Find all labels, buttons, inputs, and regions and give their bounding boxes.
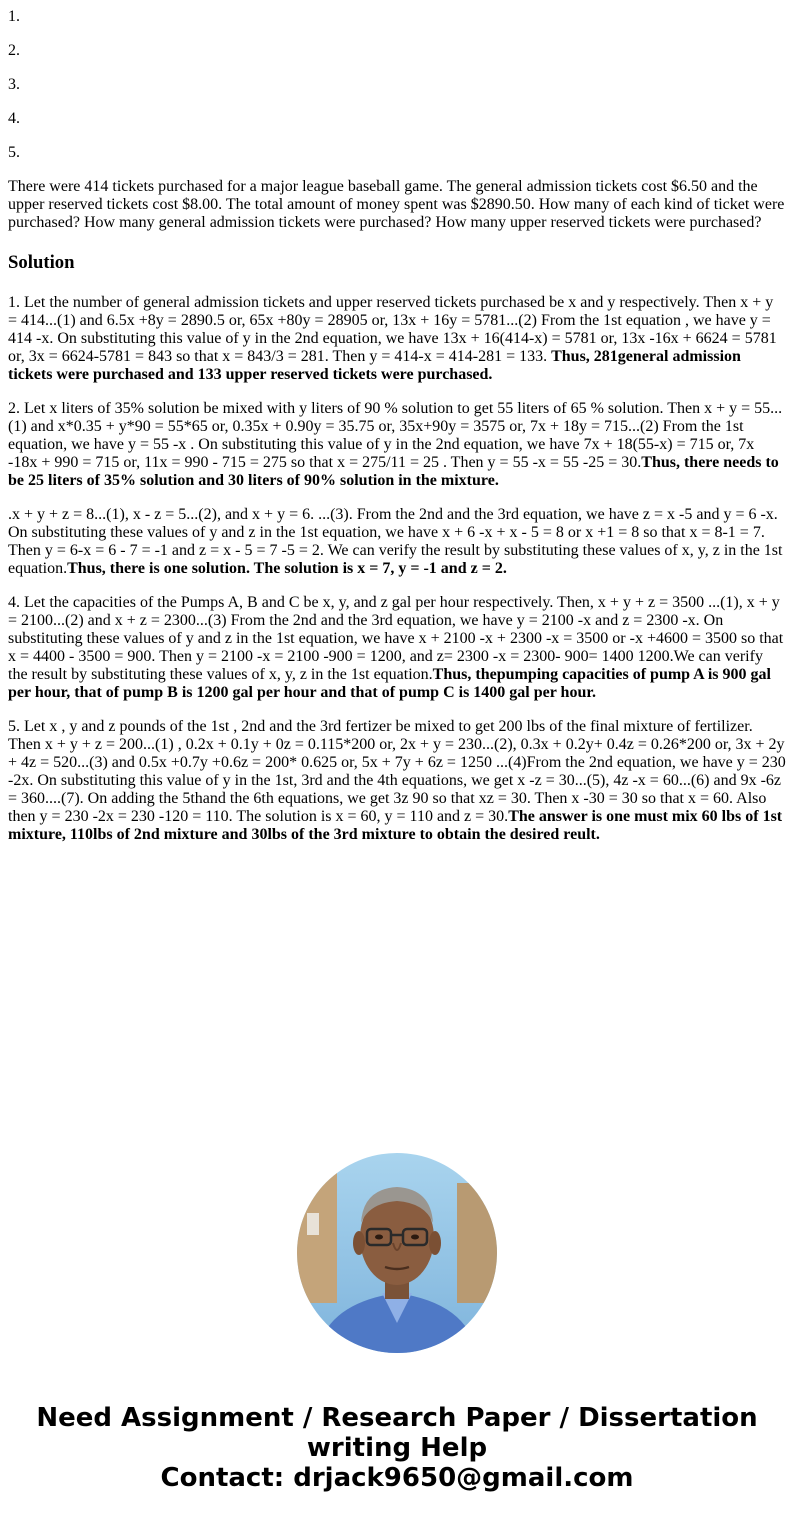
answer-text: 2. Let x liters of 35% solution be mixed with y liters of 90 % solution to get 55 liters of 65 % solution. Then x + y = 55...(1) and x*0.35 + y*90 = 55*65 or, 0.35x + 0.90y = 35.75 or, 35x+90y = 3575 or, 7x + 18y = 715...(2) From the 1st equation, we have y = 55 -x . On substituting this value of y in the 2nd equation, we have 7x + 18(55-x) = 715 or, 7x -18x + 990 = 715 or, 11x = 990 - 715 = 275 so that x = 275/11 = 25 . Then y = 55 -x = 55 -25 = 30. xyxy=(8,400,783,471)
list-number: 1. xyxy=(8,8,20,25)
answer-conclusion: The answer is one must mix 60 lbs of 1st mixture, 110lbs of 2nd mixture and 30lbs of the 3rd mixture to obtain the desired reult. xyxy=(8,808,783,843)
question-text: There were 414 tickets purchased for a major league baseball game. The general admission tickets cost $6.50 and the upper reserved tickets cost $8.00. The total amount of money spent was $2890.50. How many of each kind of ticket were purchased? How many general admission tickets were purchased? How many upper reserved tickets were purchased? xyxy=(8,178,785,231)
list-number: 5. xyxy=(8,144,20,161)
author-photo xyxy=(297,1153,497,1353)
answer-text: 4. Let the capacities of the Pumps A, B and C be x, y, and z gal per hour respectively. Then, x + y + z = 3500 ...(1), x + y = 2100...(2) and x + z = 2300...(3) From the 2nd and the 3rd equation, we have y = 2100 -x and z = 2300 -x. On substituting these values of y and z in the 1st equation, we have x + 2100 -x + 2300 -x = 3500 or -x +4600 = 3500 so that x = 4400 - 3500 = 900. Then y = 2100 -x = 2100 -900 = 1200, and z= 2300 -x = 2300- 900= 1400 1200.We can verify the result by substituting these values of x, y, z in the 1st equation. xyxy=(8,594,784,683)
answer-conclusion: Thus, there needs to be 25 liters of 35% solution and 30 liters of 90% solution in the mixture. xyxy=(8,454,779,489)
answer-paragraph xyxy=(8,718,786,844)
answer-paragraph xyxy=(8,506,786,578)
answer-paragraph xyxy=(8,294,786,384)
footer-line: Need Assignment / Research Paper / Dissertation xyxy=(36,1403,758,1433)
footer-advert xyxy=(0,1403,794,1493)
answer-conclusion: Thus, there is one solution. The solution is x = 7, y = -1 and z = 2. xyxy=(67,560,507,577)
footer-contact: Contact: drjack9650@gmail.com xyxy=(160,1463,634,1493)
list-number: 4. xyxy=(8,110,20,127)
answer-paragraph xyxy=(8,400,786,490)
answer-paragraph xyxy=(8,594,786,702)
answer-text: 5. Let x , y and z pounds of the 1st , 2nd and the 3rd fertizer be mixed to get 200 lbs of the final mixture of fertilizer. Then x + y + z = 200...(1) , 0.2x + 0.1y + 0z = 0.115*200 or, 2x + y = 230...(2), 0.3x + 0.2y+ 0.4z = 0.26*200 or, 3x + 2y + 4z = 520...(3) and 0.5x +0.7y +0.6z = 200* 0.625 or, 5x + 7y + 6z = 1250 ...(4)From the 2nd equation, we have y = 230 -2x. On substituting this value of y in the 1st, 3rd and the 4th equations, we get x -z = 30...(5), 4z -x = 60...(6) and 9x -6z = 360....(7). On adding the 5thand the 6th equations, we get 3z 90 so that xz = 30. Then x -30 = 30 so that x = 60. Also then y = 230 -2x = 230 -120 = 110. The solution is x = 60, y = 110 and z = 30. xyxy=(8,718,786,825)
answer-conclusion: Thus, 281general admission tickets were purchased and 133 upper reserved tickets were purchased. xyxy=(8,348,741,383)
document-body xyxy=(8,0,786,860)
footer-line: writing Help xyxy=(306,1433,488,1463)
answer-conclusion: Thus, thepumping capacities of pump A is 900 gal per hour, that of pump B is 1200 gal per hour and that of pump C is 1400 gal per hour. xyxy=(8,666,771,701)
list-number: 3. xyxy=(8,76,20,93)
list-number: 2. xyxy=(8,42,20,59)
solution-heading: Solution xyxy=(8,252,75,273)
answer-text: 1. Let the number of general admission tickets and upper reserved tickets purchased be x and y respectively. Then x + y = 414...(1) and 6.5x +8y = 2890.5 or, 65x +80y = 28905 or, 13x + 16y = 5781...(2) From the 1st equation , we have y = 414 -x. On substituting this value of y in the 2nd equation, we have 13x + 16(414-x) = 5781 or, 13x -16x + 6624 = 5781 or, 3x = 6624-5781 = 843 so that x = 843/3 = 281. Then y = 414-x = 414-281 = 133. xyxy=(8,294,777,365)
answer-text: .x + y + z = 8...(1), x - z = 5...(2), and x + y = 6. ...(3). From the 2nd and the 3rd equation, we have z = x -5 and y = 6 -x. On substituting these values of y and z in the 1st equation, we have x + 6 -x + x - 5 = 8 or x +1 = 8 so that x = 8-1 = 7. Then y = 6-x = 6 - 7 = -1 and z = x - 5 = 7 -5 = 2. We can verify the result by substituting these values of x, y, z in the 1st equation. xyxy=(8,506,783,577)
author-avatar xyxy=(297,1153,497,1353)
